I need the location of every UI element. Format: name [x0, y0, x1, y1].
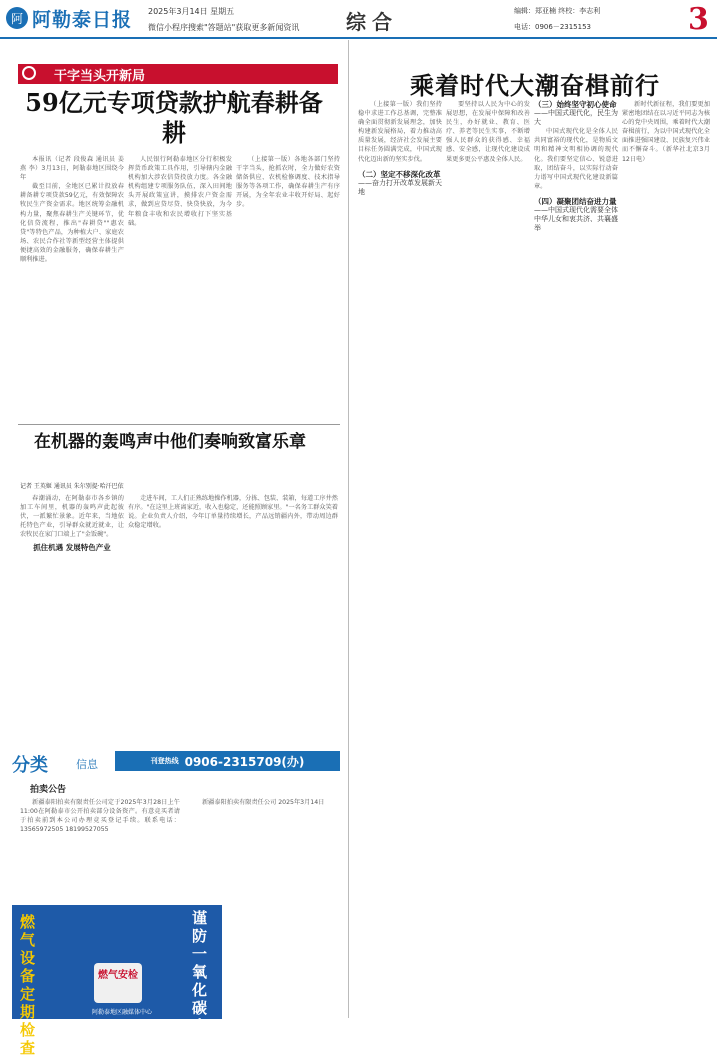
article1-col1 [20, 155, 124, 420]
auction-notice-footer: 新疆泰阳拍卖有限责任公司 2025年3月14日 [202, 799, 325, 806]
page-number: 3 [688, 2, 709, 37]
article1-body2: 人民银行阿勒泰地区分行积极发挥货币政策工具作用，引导辖内金融机构加大涉农信贷投放力度。各金融机构组建专项服务队伍，深入田间地头开展政策宣讲，摸排农户资金需求，做到应贷尽贷、快贷快放，为今年粮食丰收和农民增收打下坚实基础。 [128, 156, 232, 227]
classified-phone-number: 0906-2315709(办) [184, 754, 305, 769]
article2-col1 [20, 494, 124, 744]
article3-body2: 要坚持以人民为中心的发展思想，在发展中保障和改善民生，办好就业、教育、医疗、养老等民生实事，不断增强人民群众的获得感、幸福感、安全感，让现代化建设成果更多更公平惠及全体人民。 [446, 101, 530, 163]
article3-col2 [446, 100, 530, 1015]
newspaper-logo [6, 4, 146, 32]
divider [18, 424, 340, 425]
auction-notice-body [20, 798, 180, 898]
logo-text: 阿勒泰日报 [32, 8, 133, 31]
classified-label: 刊登热线 [150, 757, 179, 765]
poster-right-text: 谨防一氧化碳中毒 [192, 909, 208, 1053]
header-rule [0, 37, 717, 39]
article3-col3 [534, 100, 618, 1015]
kicker-circle-icon [22, 66, 36, 80]
section-title: 综合 [346, 10, 398, 34]
article3-section-a: （二）坚定不移深化改革 [358, 169, 441, 179]
auction-notice-text: 新疆泰阳拍卖有限责任公司定于2025年3月28日上午11:00在阿勒泰市公开拍卖部分设备资产。有意竞买者请于拍卖前到本公司办理竞买登记手续。联系电话：13565972505 18199527055 [20, 799, 180, 834]
article3-col4 [622, 100, 710, 1015]
article2-col2 [128, 494, 338, 744]
article1-byline: 本报讯（记者 段俊森 通讯员 姜燕 李）3月13日，阿勒泰地区围绕今年 [20, 156, 124, 182]
article1-body3: （上接第一版）各地各部门坚持干字当头，抢抓农时，全力做好农资储备供应、农机检修调度、技术指导服务等各项工作，确保春耕生产有序开展，为全年农业丰收开好局、起好步。 [236, 156, 340, 209]
issue-date: 2025年3月14日 星期五 [148, 7, 235, 16]
article2-headline: 在机器的轰鸣声中他们奏响致富乐章 [34, 432, 306, 452]
article1-col3 [236, 155, 340, 420]
logo-icon: 阿 [6, 7, 28, 29]
article2-intro: 春潮涌动，在阿勒泰市各乡镇的加工车间里，机器的轰鸣声此起彼伏，一派繁忙景象。近年来，当地依托特色产业，引导群众就近就业，让农牧民在家门口端上了"金饭碗"。 [20, 495, 124, 539]
safety-poster [12, 905, 222, 1057]
article2-byline: 记者 王英姬 通讯员 朱尔别提·哈汗巴依 [20, 483, 124, 490]
editor-line: 编辑：郑亚楠 终校：李志利 [514, 7, 601, 15]
article3-body4: 新时代新征程，我们要更加紧密地团结在以习近平同志为核心的党中央周围，乘着时代大潮奋楫前行，为以中国式现代化全面推进强国建设、民族复兴伟业而不懈奋斗。（新华社北京3月12日电） [622, 101, 710, 163]
article3-col1 [358, 100, 442, 1015]
auction-notice-title: 拍卖公告 [30, 785, 67, 795]
mini-program-note: 微信小程序搜索"答题站"获取更多新闻资讯 [148, 23, 300, 32]
article3-body3: 中国式现代化是全体人民共同富裕的现代化，是物质文明和精神文明相协调的现代化。我们要坚定信心、锐意进取，团结奋斗，以实际行动奋力谱写中国式现代化建设新篇章。 [534, 128, 618, 190]
article1-col2 [128, 155, 232, 420]
article3-section-c-sub: ——中国式现代化需要全体中华儿女和衷共济、共襄盛举 [534, 206, 618, 233]
article1-kicker: 干字当头开新局 [18, 64, 338, 84]
poster-credit: 阿勒泰地区融媒体中心 [92, 1009, 153, 1016]
article2-body: 走进车间，工人们正熟练地操作机器，分拣、包装、装箱，每道工序井然有序。"在这里上班离家近，收入也稳定，还能照顾家里。"一名务工群众笑着说。企业负责人介绍，今年订单量持续增长，产品远销疆内外，带动周边群众稳定增收。 [128, 495, 338, 530]
masthead [0, 0, 717, 38]
classified-phone [115, 751, 340, 771]
article1-body1: 截至目前，全地区已累计投放春耕备耕专项贷款59亿元，有效保障农牧民生产资金需求。地区统筹金融机构力量，聚焦春耕生产关键环节，优化信贷流程，推出"春耕贷""惠农贷"等特色产品，为种植大户、家庭农场、农民合作社等新型经营主体提供便捷高效的金融服务，确保春耕生产顺利推进。 [20, 183, 124, 264]
article3-section-a-sub: ——奋力打开改革发展新天地 [358, 178, 442, 196]
article3-headline: 乘着时代大潮奋楫前行 [410, 71, 660, 100]
poster-left-text: 燃气设备定期检查 [20, 913, 36, 1057]
article3-body1: （上接第一版）我们坚持稳中求进工作总基调，完整准确全面贯彻新发展理念，加快构建新发展格局，着力推动高质量发展，经济社会发展主要目标任务圆满完成，中国式现代化迈出新的坚实步伐。 [358, 101, 442, 163]
auction-notice-footer-col [190, 798, 340, 898]
classified-title: 分类 [12, 755, 48, 776]
article3-section-b-sub: ——中国式现代化，民生为大 [534, 109, 618, 127]
article3-section-c: （四）凝聚团结奋进力量 [534, 196, 617, 206]
column-divider [348, 40, 349, 1018]
article2-subhead: 抓住机遇 发展特色产业 [33, 543, 111, 553]
article3-section-b: （三）始终坚守初心使命 [534, 100, 617, 109]
classified-info: 信息 [76, 758, 98, 771]
gas-safety-icon: 燃气安检 [94, 963, 142, 1003]
hotline: 电话：0906－2315153 [514, 23, 591, 31]
article1-headline: 59亿元专项贷款护航春耕备耕 [25, 88, 323, 147]
